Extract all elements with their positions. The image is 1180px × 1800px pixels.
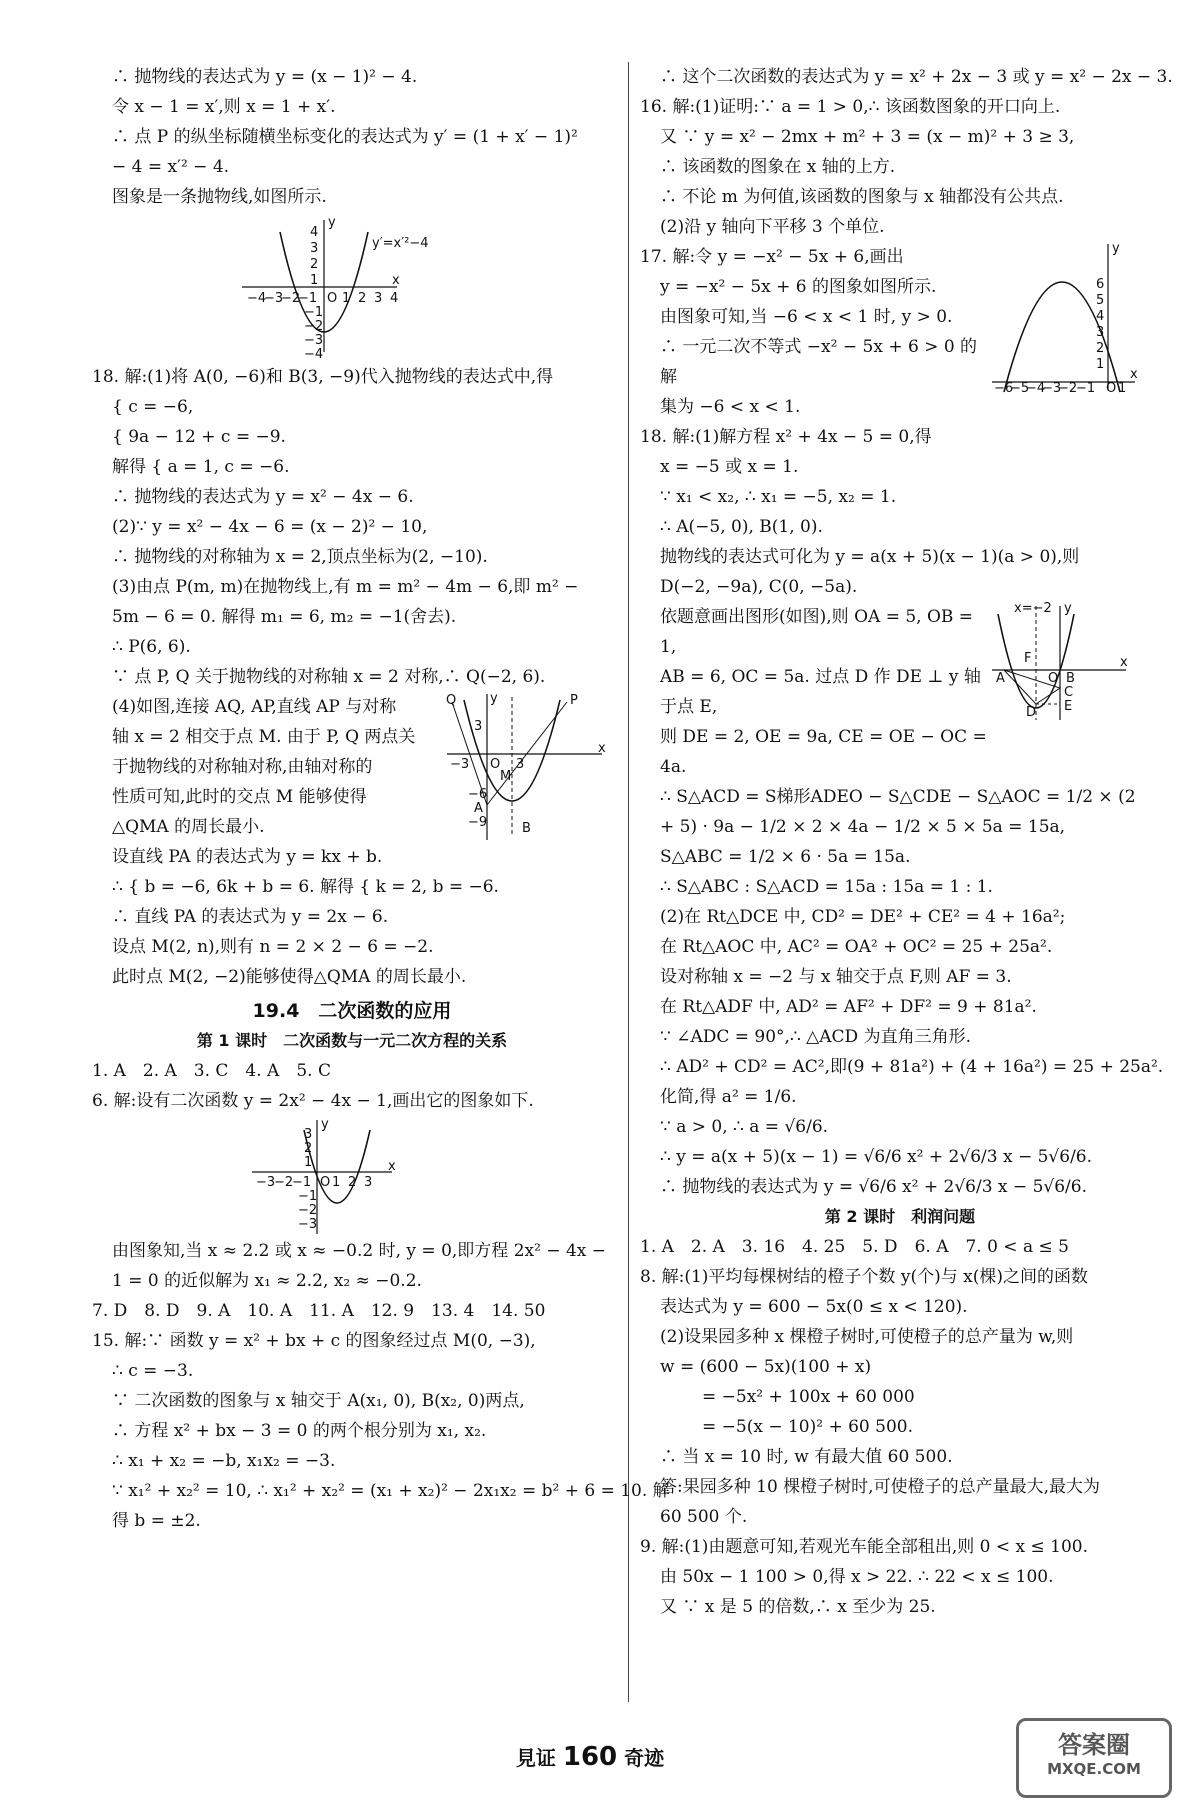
svg-text:3: 3: [364, 1175, 373, 1190]
svg-text:O: O: [490, 757, 501, 772]
left-column: [92, 62, 670, 1536]
svg-text:x: x: [598, 741, 606, 756]
svg-text:−1: −1: [292, 1175, 312, 1190]
svg-text:−6: −6: [468, 787, 488, 802]
text-line: AB = 6, OC = 5a. 过点 D 作 DE ⊥ y 轴于点 E,: [660, 667, 981, 717]
watermark-url: MXQE.COM: [1047, 1760, 1141, 1778]
text-line: 又 ∵ y = x² − 2mx + m² + 3 = (x − m)² + 3 ≥ 3,: [660, 127, 1075, 147]
text-line: 此时点 M(2, −2)能够使得△QMA 的周长最小.: [112, 967, 467, 987]
svg-text:−1: −1: [1076, 381, 1096, 396]
svg-text:1: 1: [342, 291, 351, 306]
svg-text:C: C: [1064, 685, 1074, 700]
svg-text:−1: −1: [298, 1189, 318, 1204]
svg-text:−2: −2: [304, 319, 324, 334]
svg-text:E: E: [1064, 699, 1073, 714]
axis-x-label: x: [392, 273, 400, 288]
svg-text:6: 6: [1096, 277, 1105, 292]
svg-text:−4: −4: [304, 347, 324, 362]
footer-left-text: 見证: [515, 1746, 556, 1770]
text-line: 又 ∵ x 是 5 的倍数,∴ x 至少为 25.: [660, 1597, 936, 1617]
text-line: 5m − 6 = 0. 解得 m₁ = 6, m₂ = −1(舍去).: [112, 607, 457, 627]
text-line: 由图象可知,当 −6 < x < 1 时, y > 0.: [660, 307, 953, 327]
svg-text:1: 1: [1118, 381, 1127, 396]
svg-text:3: 3: [474, 719, 483, 734]
parabola-figure-3: [92, 1116, 612, 1236]
text-line: ∴ S△ACD = S梯形ADEO − S△CDE − S△AOC = 1/2 × (2: [660, 787, 1136, 807]
text-line: 18. 解:(1)将 A(0, −6)和 B(3, −9)代入抛物线的表达式中,得: [92, 367, 554, 387]
text-line: ∴ 抛物线的表达式为 y = √6/6 x² + 2√6/3 x − 5√6/6.: [660, 1177, 1087, 1197]
text-line: ∴ 直线 PA 的表达式为 y = 2x − 6.: [112, 907, 389, 927]
svg-text:1: 1: [310, 273, 319, 288]
section-title: 19.4 二次函数的应用: [252, 1000, 452, 1022]
text-line: 设对称轴 x = −2 与 x 轴交于点 F,则 AF = 3.: [660, 967, 1012, 987]
curve-label: y′=x′²−4: [372, 236, 429, 251]
svg-text:−1: −1: [304, 305, 324, 320]
text-line: 得 b = ±2.: [112, 1511, 201, 1531]
svg-text:O: O: [1106, 381, 1117, 396]
svg-text:A: A: [474, 801, 483, 816]
text-line: ∴ { b = −6, 6k + b = 6. 解得 { k = 2, b = −6.: [112, 877, 499, 897]
text-line: (2)∵ y = x² − 4x − 6 = (x − 2)² − 10,: [112, 517, 428, 537]
text-line: 设直线 PA 的表达式为 y = kx + b.: [112, 847, 383, 867]
svg-text:x: x: [1130, 367, 1138, 382]
svg-text:2: 2: [358, 291, 367, 306]
svg-text:−6: −6: [994, 381, 1014, 396]
text-line: 化简,得 a² = 1/6.: [660, 1087, 797, 1107]
svg-text:y: y: [490, 691, 498, 706]
svg-text:5: 5: [1096, 293, 1105, 308]
text-line: ∵ x₁ < x₂, ∴ x₁ = −5, x₂ = 1.: [660, 487, 897, 507]
svg-text:O: O: [1048, 671, 1059, 686]
text-line: { 9a − 12 + c = −9.: [112, 427, 286, 447]
text-line: = −5(x − 10)² + 60 500.: [702, 1417, 913, 1437]
parabola-figure-4: [990, 241, 1140, 396]
svg-text:−3: −3: [304, 333, 324, 348]
parabola-figure-1: [92, 212, 612, 362]
text-line: ∴ 该函数的图象在 x 轴的上方.: [660, 157, 896, 177]
parabola-figure-2: [442, 692, 612, 842]
text-line: 17. 解:令 y = −x² − 5x + 6,画出: [640, 247, 904, 267]
text-line: ∵ ∠ADC = 90°,∴ △ACD 为直角三角形.: [660, 1027, 971, 1047]
parabola-figure-5: [990, 602, 1130, 722]
text-line: △QMA 的周长最小.: [112, 817, 265, 837]
watermark-logo: [1016, 1718, 1172, 1798]
text-line: 在 Rt△AOC 中, AC² = OA² + OC² = 25 + 25a².: [660, 937, 1053, 957]
text-line: 抛物线的表达式可化为 y = a(x + 5)(x − 1)(a > 0),则: [660, 547, 1080, 567]
text-line: ∴ x₁ + x₂ = −b, x₁x₂ = −3.: [112, 1451, 336, 1471]
svg-text:3: 3: [516, 757, 525, 772]
text-line: 6. 解:设有二次函数 y = 2x² − 4x − 1,画出它的图象如下.: [92, 1091, 534, 1111]
text-line: 图象是一条抛物线,如图所示.: [112, 187, 327, 207]
text-line: 1 = 0 的近似解为 x₁ ≈ 2.2, x₂ ≈ −0.2.: [112, 1271, 422, 1291]
text-line: ∴ 不论 m 为何值,该函数的图象与 x 轴都没有公共点.: [660, 187, 1064, 207]
text-line: 令 x − 1 = x′,则 x = 1 + x′.: [112, 97, 336, 117]
svg-text:B: B: [522, 821, 531, 836]
text-line: 在 Rt△ADF 中, AD² = AF² + DF² = 9 + 81a².: [660, 997, 1037, 1017]
text-line: 60 500 个.: [660, 1507, 748, 1527]
text-line: 8. 解:(1)平均每棵树结的橙子个数 y(个)与 x(棵)之间的函数: [640, 1267, 1088, 1287]
text-line: 表达式为 y = 600 − 5x(0 ≤ x < 120).: [660, 1297, 968, 1317]
text-line: 依题意画出图形(如图),则 OA = 5, OB = 1,: [660, 607, 974, 657]
text-line: w = (600 − 5x)(100 + x): [660, 1357, 872, 1377]
svg-text:1: 1: [1096, 357, 1105, 372]
svg-text:D: D: [1026, 705, 1037, 720]
footer-right-text: 奇迹: [624, 1746, 665, 1770]
text-line: (2)沿 y 轴向下平移 3 个单位.: [660, 217, 885, 237]
svg-text:1: 1: [304, 1155, 313, 1170]
svg-text:y: y: [321, 1117, 329, 1132]
svg-text:3: 3: [304, 1127, 313, 1142]
text-line: ∵ a > 0, ∴ a = √6/6.: [660, 1117, 829, 1137]
column-divider: [628, 62, 629, 1702]
lesson-title: 第 1 课时 二次函数与一元二次方程的关系: [196, 1031, 508, 1050]
text-line: 于抛物线的对称轴对称,由轴对称的: [112, 757, 373, 777]
svg-text:x: x: [388, 1159, 396, 1174]
text-line: 9. 解:(1)由题意可知,若观光车能全部租出,则 0 < x ≤ 100.: [640, 1537, 1089, 1557]
text-line: (4)如图,连接 AQ, AP,直线 AP 与对称: [112, 697, 397, 717]
text-line: ∴ 抛物线的表达式为 y = (x − 1)² − 4.: [112, 67, 418, 87]
problem-17-block: [640, 242, 1160, 422]
text-line: S△ABC = 1/2 × 6 · 5a = 15a.: [660, 847, 911, 867]
text-line: ∴ 当 x = 10 时, w 有最大值 60 500.: [660, 1447, 953, 1467]
page-number: 160: [562, 1742, 618, 1772]
text-line: ∴ 方程 x² + bx − 3 = 0 的两个根分别为 x₁, x₂.: [112, 1421, 487, 1441]
svg-text:x: x: [1120, 655, 1128, 670]
svg-text:−2: −2: [281, 291, 301, 306]
svg-text:3: 3: [374, 291, 383, 306]
origin-label: O: [327, 291, 338, 306]
svg-text:−3: −3: [264, 291, 284, 306]
lesson-title: 第 2 课时 利润问题: [824, 1207, 976, 1226]
text-line: 由图象知,当 x ≈ 2.2 或 x ≈ −0.2 时, y = 0,即方程 2x² − 4x −: [112, 1241, 607, 1261]
svg-text:2: 2: [304, 1141, 313, 1156]
svg-text:−2: −2: [298, 1203, 318, 1218]
svg-text:3: 3: [310, 241, 319, 256]
text-line: (3)由点 P(m, m)在抛物线上,有 m = m² − 4m − 6,即 m² −: [112, 577, 579, 597]
text-line: 答:果园多种 10 棵橙子树时,可使橙子的总产量最大,最大为: [660, 1477, 1100, 1497]
svg-text:−3: −3: [256, 1175, 276, 1190]
text-line: 16. 解:(1)证明:∵ a = 1 > 0,∴ 该函数图象的开口向上.: [640, 97, 1061, 117]
svg-text:y: y: [1112, 241, 1120, 256]
page-footer: [0, 1742, 1180, 1772]
problem-18-4-text: [92, 692, 442, 842]
svg-text:F: F: [1024, 651, 1032, 666]
text-line: D(−2, −9a), C(0, −5a).: [660, 577, 858, 597]
text-line: x = −5 或 x = 1.: [660, 457, 799, 477]
text-line: ∴ P(6, 6).: [112, 637, 191, 657]
axis-y-label: y: [328, 215, 336, 230]
text-line: 15. 解:∵ 函数 y = x² + bx + c 的图象经过点 M(0, −3),: [92, 1331, 536, 1351]
text-line: ∴ S△ABC : S△ACD = 15a : 15a = 1 : 1.: [660, 877, 993, 897]
text-line: ∵ 二次函数的图象与 x 轴交于 A(x₁, 0), B(x₂, 0)两点,: [112, 1391, 525, 1411]
svg-text:1: 1: [332, 1175, 341, 1190]
svg-text:4: 4: [310, 225, 319, 240]
text-line: + 5) · 9a − 1/2 × 2 × 4a − 1/2 × 5 × 5a = 15a,: [660, 817, 1066, 837]
svg-text:4: 4: [1096, 309, 1105, 324]
text-line: 则 DE = 2, OE = 9a, CE = OE − OC = 4a.: [660, 727, 987, 777]
problem-18-block: [640, 602, 1160, 782]
problem-17-text: [640, 242, 990, 422]
answer-line: 1. A 2. A 3. C 4. A 5. C: [92, 1061, 331, 1081]
text-line: 轴 x = 2 相交于点 M. 由于 P, Q 两点关: [112, 727, 416, 747]
watermark-title: 答案圈: [1058, 1731, 1130, 1759]
svg-text:M: M: [500, 769, 512, 784]
svg-text:y: y: [1064, 601, 1072, 616]
svg-text:−4: −4: [247, 291, 267, 306]
answer-line: 7. D 8. D 9. A 10. A 11. A 12. 9 13. 4 14. 50: [92, 1301, 546, 1321]
text-line: ∴ y = a(x + 5)(x − 1) = √6/6 x² + 2√6/3 x − 5√6/6.: [660, 1147, 1093, 1167]
problem-18-text: [640, 602, 990, 782]
text-line: (2)在 Rt△DCE 中, CD² = DE² + CE² = 4 + 16a²;: [660, 907, 1066, 927]
svg-text:4: 4: [390, 291, 399, 306]
text-line: 集为 −6 < x < 1.: [660, 397, 801, 417]
text-line: ∵ 点 P, Q 关于抛物线的对称轴 x = 2 对称,∴ Q(−2, 6).: [112, 667, 546, 687]
text-line: = −5x² + 100x + 60 000: [702, 1387, 915, 1407]
svg-text:A: A: [996, 671, 1005, 686]
text-line: 解得 { a = 1, c = −6.: [112, 457, 290, 477]
svg-text:Q: Q: [446, 693, 457, 708]
svg-text:−2: −2: [274, 1175, 294, 1190]
svg-text:x=−2: x=−2: [1014, 601, 1052, 616]
svg-text:O: O: [320, 1175, 331, 1190]
text-line: − 4 = x′² − 4.: [112, 157, 230, 177]
text-line: ∴ AD² + CD² = AC²,即(9 + 81a²) + (4 + 16a²) = 25 + 25a².: [660, 1057, 1164, 1077]
svg-text:−3: −3: [298, 1217, 318, 1232]
svg-text:−5: −5: [1010, 381, 1030, 396]
svg-text:2: 2: [348, 1175, 357, 1190]
svg-text:−4: −4: [1026, 381, 1046, 396]
svg-text:−1: −1: [298, 291, 318, 306]
svg-text:B: B: [1066, 671, 1075, 686]
text-line: 设点 M(2, n),则有 n = 2 × 2 − 6 = −2.: [112, 937, 434, 957]
text-line: ∴ 点 P 的纵坐标随横坐标变化的表达式为 y′ = (1 + x′ − 1)²: [112, 127, 578, 147]
right-column: [640, 62, 1173, 1622]
svg-text:−3: −3: [450, 757, 470, 772]
text-line: ∴ 抛物线的表达式为 y = x² − 4x − 6.: [112, 487, 414, 507]
text-line: ∵ x₁² + x₂² = 10, ∴ x₁² + x₂² = (x₁ + x₂)² − 2x₁x₂ = b² + 6 = 10. 解: [112, 1481, 670, 1501]
text-line: ∴ 这个二次函数的表达式为 y = x² + 2x − 3 或 y = x² − 2x − 3.: [660, 67, 1173, 87]
svg-text:2: 2: [1096, 341, 1105, 356]
svg-text:3: 3: [1096, 325, 1105, 340]
text-line: 由 50x − 1 100 > 0,得 x > 22. ∴ 22 < x ≤ 100.: [660, 1567, 1054, 1587]
text-line: ∴ c = −3.: [112, 1361, 194, 1381]
text-line: 18. 解:(1)解方程 x² + 4x − 5 = 0,得: [640, 427, 932, 447]
text-line: ∴ 抛物线的对称轴为 x = 2,顶点坐标为(2, −10).: [112, 547, 488, 567]
text-line: y = −x² − 5x + 6 的图象如图所示.: [660, 277, 937, 297]
text-line: ∴ A(−5, 0), B(1, 0).: [660, 517, 823, 537]
problem-18-4-block: [92, 692, 612, 842]
text-line: 性质可知,此时的交点 M 能够使得: [112, 787, 367, 807]
svg-text:P: P: [570, 693, 578, 708]
svg-text:−3: −3: [1042, 381, 1062, 396]
text-line: (2)设果园多种 x 棵橙子树时,可使橙子的总产量为 w,则: [660, 1327, 1074, 1347]
text-line: { c = −6,: [112, 397, 194, 417]
answer-line: 1. A 2. A 3. 16 4. 25 5. D 6. A 7. 0 < a ≤ 5: [640, 1237, 1069, 1257]
text-line: ∴ 一元二次不等式 −x² − 5x + 6 > 0 的解: [660, 337, 978, 387]
svg-text:2: 2: [310, 257, 319, 272]
svg-text:−2: −2: [1058, 381, 1078, 396]
svg-text:−9: −9: [468, 815, 488, 830]
